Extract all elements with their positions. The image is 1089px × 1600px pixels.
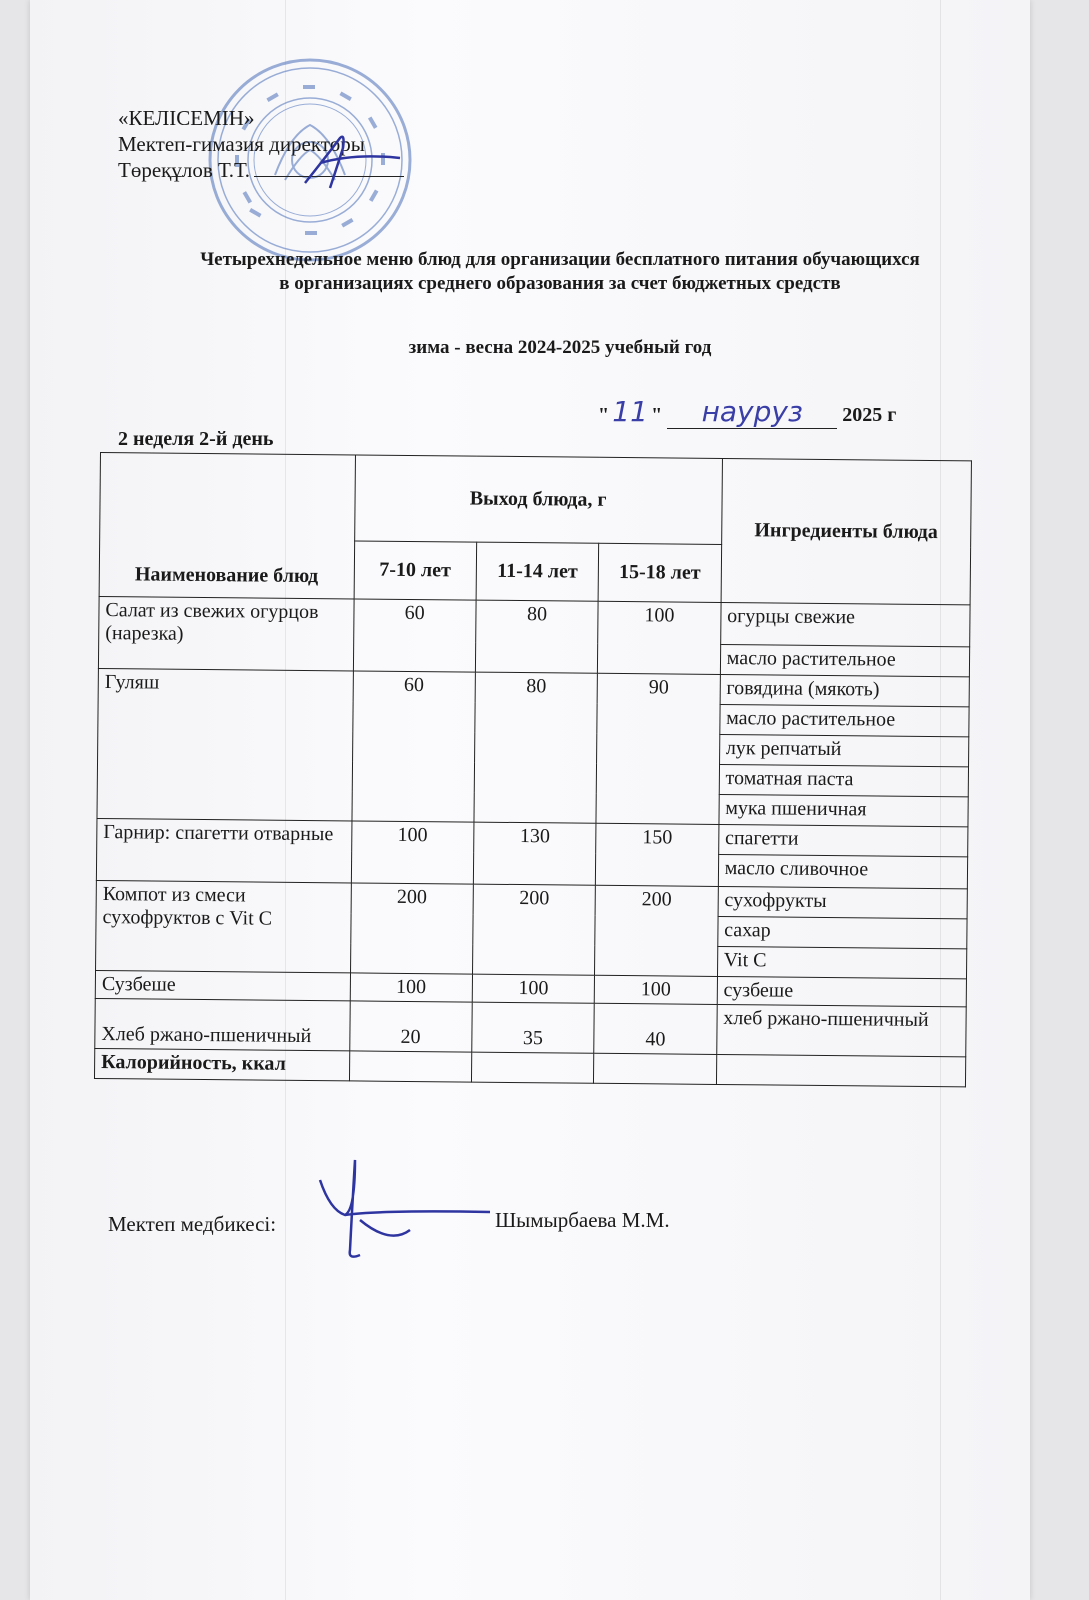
yield-15-18: 40 (594, 1003, 717, 1054)
approval-heading: «КЕЛІСЕМІН» (118, 106, 255, 130)
header-yield: Выход блюда, г (354, 455, 722, 545)
document-title (150, 248, 970, 296)
header-age-15-18: 15-18 лет (598, 543, 721, 602)
week-day-label: 2 неделя 2-й день (118, 428, 274, 450)
dish-name: Компот из смеси сухофруктов с Vit C (96, 880, 351, 972)
dish-name: Сузбеше (95, 970, 350, 1000)
yield-7-10: 60 (351, 671, 475, 822)
approval-name: Төреқұлов Т.Т. (118, 158, 250, 182)
yield-11-14: 100 (472, 974, 595, 1003)
dish-name: Гуляш (97, 668, 353, 820)
ingredient: хлеб ржано-пшеничный (716, 1004, 966, 1056)
nurse-name: Шымырбаева М.М. (495, 1208, 670, 1232)
date-year: 2025 г (842, 404, 897, 426)
dish-name: Гарнир: спагетти отварные (96, 818, 351, 882)
calories-label: Калорийность, ккал (94, 1048, 349, 1080)
nurse-signature (300, 1150, 500, 1265)
yield-11-14: 80 (474, 672, 598, 823)
title-line-1: Четырехнедельное меню блюд для организации бесплатного питания обучающихся (200, 249, 920, 270)
header-ingredients: Ингредиенты блюда (721, 458, 972, 604)
menu-table (94, 452, 972, 1087)
yield-11-14: 130 (473, 822, 596, 885)
nurse-label: Мектеп медбикесі: (108, 1212, 277, 1236)
ingredient: сухофрукты (718, 886, 968, 918)
ingredient: мука пшеничная (719, 794, 969, 826)
yield-11-14: 200 (472, 884, 595, 975)
director-signature (285, 128, 405, 193)
ingredient: спагетти (718, 824, 968, 856)
ingredient: сузбеше (717, 976, 967, 1006)
header-dish-name: Наименование блюд (99, 453, 355, 599)
date-open-quote: " (598, 404, 610, 426)
ingredient: Vit C (717, 946, 967, 978)
yield-15-18: 100 (595, 975, 718, 1004)
season-title: зима - весна 2024-2025 учебный год (408, 337, 712, 358)
ingredient: масло растительное (720, 644, 970, 676)
calories-15-18 (594, 1053, 717, 1084)
date-day: 11 (612, 395, 648, 428)
header-age-11-14: 11-14 лет (476, 542, 599, 601)
date-close-quote: " (651, 404, 663, 426)
yield-11-14: 80 (475, 600, 598, 673)
calories-ingredients (716, 1054, 966, 1086)
calories-11-14 (471, 1052, 594, 1083)
header-age-7-10: 7-10 лет (354, 541, 477, 600)
ingredient: лук репчатый (719, 734, 969, 766)
ingredient: томатная паста (719, 764, 969, 796)
title-line-2: в организациях среднего образования за счет бюджетных средств (279, 273, 841, 294)
ingredient: говядина (мякоть) (720, 674, 970, 706)
calories-7-10 (349, 1051, 472, 1082)
yield-15-18: 90 (596, 673, 720, 824)
approval-position: Мектеп-гимазия директоры (118, 132, 365, 156)
yield-15-18: 150 (596, 823, 719, 886)
document-date (598, 395, 896, 429)
yield-15-18: 100 (598, 601, 721, 674)
yield-7-10: 20 (349, 1001, 472, 1052)
ingredient: сахар (717, 916, 967, 948)
date-month: науруз (667, 395, 837, 429)
dish-name: Хлеб ржано-пшеничный (95, 998, 350, 1050)
yield-7-10: 100 (351, 821, 474, 884)
ingredient: огурцы свежие (720, 602, 970, 646)
ingredient: масло растительное (720, 704, 970, 736)
ingredient: масло сливочное (718, 854, 968, 888)
yield-15-18: 200 (595, 885, 718, 976)
dish-name: Салат из свежих огурцов (нарезка) (98, 596, 353, 670)
yield-11-14: 35 (472, 1002, 595, 1053)
yield-7-10: 60 (353, 599, 476, 672)
yield-7-10: 200 (350, 883, 473, 974)
yield-7-10: 100 (350, 973, 473, 1002)
